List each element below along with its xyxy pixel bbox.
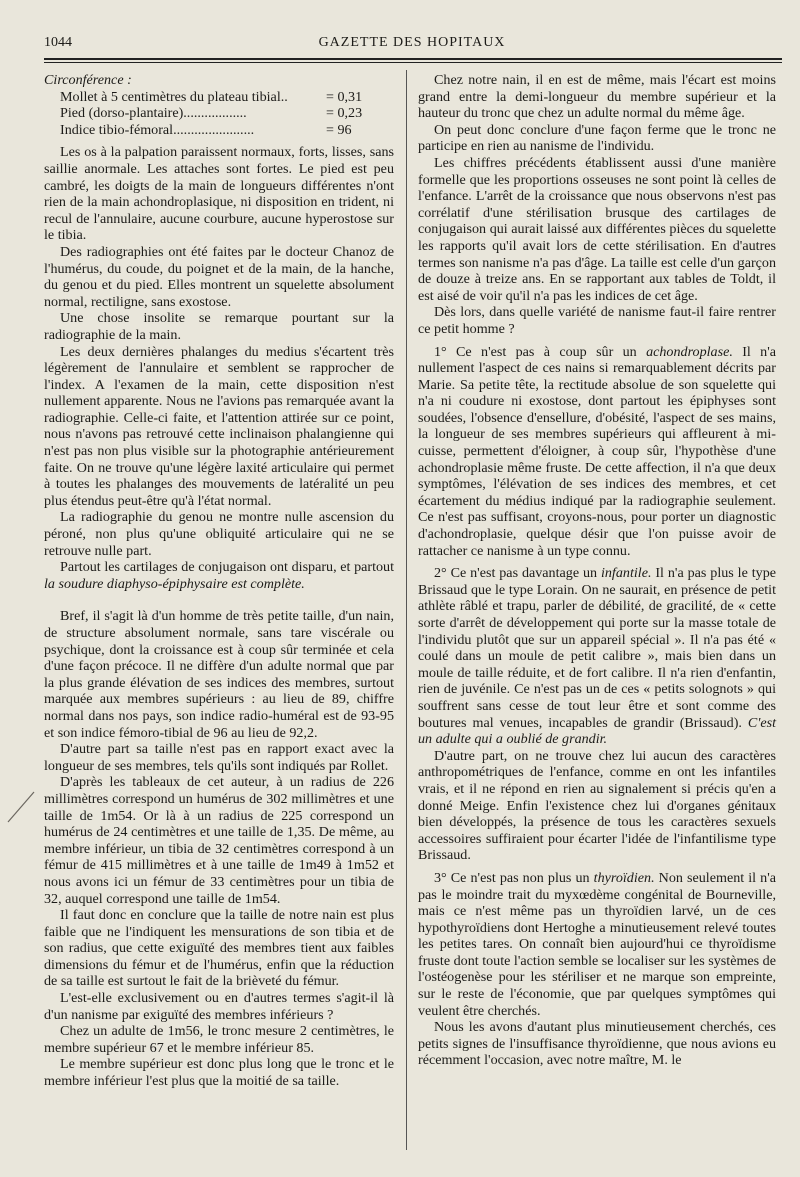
paragraph: Nous les avons d'autant plus minutieusement cherchés, ces petits signes de l'insuffisance thyroïdienne, que nous avions eu récemment l'occasion, avec notre maître, M. le [418,1019,776,1069]
column-divider [406,70,407,1150]
paragraph: Le membre supérieur est donc plus long que le tronc et le membre inférieur l'est plus que la moitié de sa taille. [44,1056,394,1090]
pencil-mark-icon [4,790,38,824]
paragraph: Dès lors, dans quelle variété de nanisme faut-il faire rentrer ce petit homme ? [418,304,776,337]
paragraph: Une chose insolite se remarque pourtant sur la radiographie de la main. [44,310,394,343]
page-header [44,33,780,55]
paragraph: Les os à la palpation paraissent normaux, forts, lisses, sans saillie anormale. Les attaches sont fortes. Le pied est peu cambré, les doigts de la main de longueurs différentes n'ont rien de la main achondroplasique, ni disposition en trident, ni recul de l'annulaire, aucune courbure, aucune hyperostose sur le tibia. [44,144,394,244]
paragraph: Bref, il s'agit là d'un homme de très petite taille, d'un nain, de structure absolument normale, sans tare viscérale ou psychique, dont la croissance est à coup sûr terminée et cela d'une façon précoce. Il ne diffère d'un adulte normal que par la plus grande élévation de ses indices des membres, surtout marquée aux membres supérieurs : au lieu de 89, chiffre normal dans nos pays, son indice radio-huméral est de 93-95 et son indice fémoro-tibial de 96 au lieu de 92,2. [44,608,394,741]
right-column [418,72,776,1069]
page-number: 1044 [44,35,72,50]
paragraph: Chez notre nain, il en est de même, mais l'écart est moins grand entre la demi-longueur du membre supérieur et la hauteur du tronc que chez un adulte normal du même âge. [418,72,776,122]
paragraph: Il faut donc en conclure que la taille de notre nain est plus faible que ne l'indiquent les mensurations de son tibia et de son radius, que cette exiguïté des membres tient aux faibles dimensions du fémur et de l'humérus, enfin que la réduction de sa taille est surtout le fait de la brièveté du fémur. [44,907,394,990]
measure-row: Indice tibio-fémoral....................... = 96 [60,121,352,138]
journal-title: GAZETTE DES HOPITAUX [318,35,506,50]
table-heading: Circonférence : [44,72,132,88]
measure-row: Pied (dorso-plantaire).................. = 0,23 [60,105,363,122]
paragraph: La radiographie du genou ne montre nulle ascension du péroné, non plus qu'une obliquité articulaire qui ne se retrouve nulle part. [44,509,394,559]
left-column [44,72,394,1090]
paragraph: 1° Ce n'est pas à coup sûr un achondroplase. Il n'a nullement l'aspect de ces nains si remarquablement décrits par Marie. Sa petite tête, la rectitude absolue de son squelette qui n'a ni coudure ni exostose, dont partout les épiphyses sont soudées, l'obsence d'ensellure, d'obésité, l'aspect de ses mains, la longueur de ses membres supérieurs qui affleurent à mi-cuisse, permettent d'éloigner, à coup sûr, l'hypothèse d'une achondroplasie même fruste. De cette affection, il n'a que deux symptômes, l'élévation de ses indices des membres, et cet écartement du médius indiqué par la radiographie seulement. Ce n'est pas suffisant, croyons-nous, pour porter un diagnostic d'achondroplasie, quelque désir que l'on puisse avoir de rattacher ce nanisme à un type connu. [418,343,776,559]
paragraph: Des radiographies ont été faites par le docteur Chanoz de l'humérus, du coude, du poignet et de la main, de la hanche, du genou et du pied. Elles montrent un squelette absolument normal, rectiligne, sans exostose. [44,243,394,310]
paragraph: Les deux dernières phalanges du medius s'écartent très légèrement de l'annulaire et semblent se rapprocher de l'index. A l'examen de la main, cette disposition n'est nullement apparente. Nous ne l'avions pas remarquée avant la radiographie. Celle-ci faite, et l'attention attirée sur ce point, nous n'avons pas retrouvé cette inclinaison phalangienne qui n'est pas non plus visible sur la photographie antérieurement faite. On ne trouve qu'une légère laxité articulaire qui permet à toutes les phalanges des mouvements de latéralité un peu plus étendus peut-être qu'à l'état normal. [44,343,394,509]
paragraph: D'autre part sa taille n'est pas en rapport exact avec la longueur de ses membres, tels qu'ils sont indiqués par Rollet. [44,741,394,774]
paragraph: 3° Ce n'est pas non plus un thyroïdien. Non seulement il n'a pas le moindre trait du myxœdème congénital de Bourneville, mais ce n'est même pas un thyroïdien larvé, un de ces hypothyroïdiens dont Hertoghe a minutieusement relevé toutes les petites tares. On connaît bien aujourd'hui ce thyroïdisme fruste dont toute l'action semble se localiser sur les systèmes de l'ostéogenèse pour les stériliser et ne marque son empreinte, sur le reste de l'économie, que par quelques symptômes qui veulent être cherchés. [418,869,776,1019]
paragraph: On peut donc conclure d'une façon ferme que le tronc ne participe en rien au nanisme de l'individu. [418,121,776,155]
paragraph: D'autre part, on ne trouve chez lui aucun des caractères anthropométriques de l'enfance, comme en ont les infantiles vrais, et il ne répond en rien au signalement si précis qu'en a donné Meige. Enfin l'existence chez lui d'organes génitaux bien développés, la présence de tous les caractères sexuels accessoires suffiraient pour écarter l'idée de l'infantilisme type Brissaud. [418,747,776,864]
paragraph: Les chiffres précédents établissent aussi d'une manière formelle que les proportions osseuses ne sont point là celles de l'enfance. L'arrêt de la croissance que nous observons n'est pas corrélatif d'une stérilisation brusque des cartilages de conjugaison qui aurait laissé aux différentes pièces du squelette les rapports qu'il avait lors de cette stérilisation. En d'autres termes son nanisme n'a pas d'âge. La taille est celle d'un garçon de douze à treize ans. En se rapportant aux tables de Toldt, il est aisé de voir qu'il n'a pas les indices de cet âge. [418,154,776,304]
paragraph: 2° Ce n'est pas davantage un infantile. Il n'a pas plus le type Brissaud que le type Lorain. On ne saurait, en présence de petit athlète râblé et trapu, parler de débilité, de gracilité, de « cette sorte d'arrêt de développement qui porte sur la masse totale de l'individu plutôt que sur un appareil spécial ». Il n'a pas été « coulé dans un moule de petit calibre », mais bien dans un moule de taille réduite, et de fort calibre. Il n'a rien d'enfantin, rien de juvénile. Ce n'est pas un de ces « petits solognots » qui souffrent sans cesse de tout leur être et sont comme des boutures mal venues, incapables de grandir (Brissaud). C'est un adulte qui a oublié de grandir. [418,565,777,748]
header-rule [44,58,782,60]
header-rule-thin [44,62,782,63]
paragraph: Chez un adulte de 1m56, le tronc mesure 2 centimètres, le membre supérieur 67 et le membre inférieur 85. [44,1023,394,1056]
paragraph: Partout les cartilages de conjugaison ont disparu, et partout la soudure diaphyso-épiphysaire est complète. [44,559,394,592]
paragraph: D'après les tableaux de cet auteur, à un radius de 226 millimètres correspond un humérus de 302 millimètres et une taille de 1m54. Or là à un radius de 225 correspond un humérus de 24 centimètres et une taille de 1,35. De même, au membre inférieur, un tibia de 32 centimètres correspond à un fémur de 415 millimètres et à une taille de 1m49 à 1m52 et nous avons ici un fémur de 33 centimètres pour un tibia de 32, auquel correspond une taille de 1m54. [44,774,394,907]
measure-row: Mollet à 5 centimètres du plateau tibial.. = 0,31 [60,88,363,105]
paragraph: L'est-elle exclusivement ou en d'autres termes s'agit-il là d'un nanisme par exiguïté des membres inférieurs ? [44,990,394,1023]
